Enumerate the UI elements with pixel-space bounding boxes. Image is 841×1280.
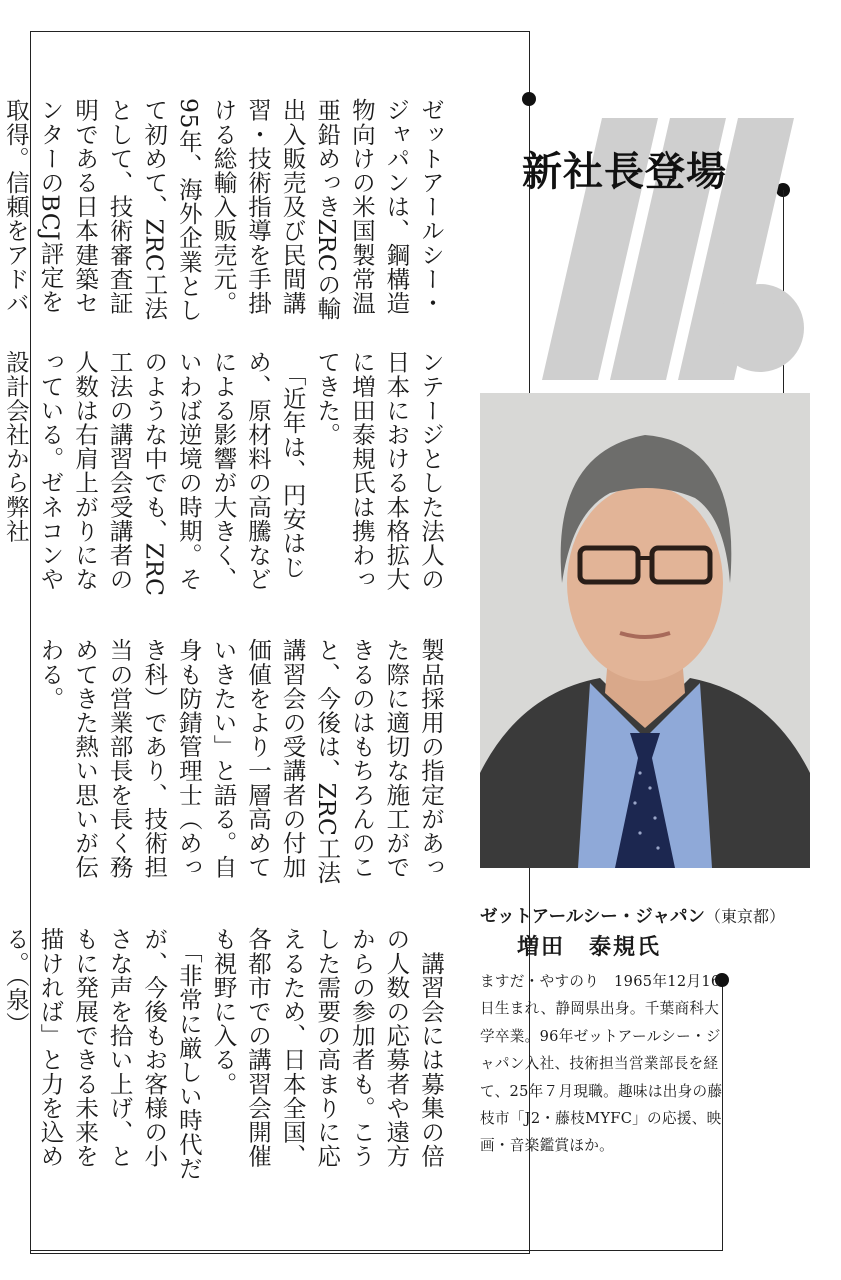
portrait-photo	[480, 393, 810, 868]
body-text-block-1: ゼットアールシー・ジャパンは、鋼構造物向けの米国製常温亜鉛めっきZRCの輸出入販売及び民間講習・技術指導を手掛ける総輸入販売元。95年、海外企業として初めて、ZRC工法として、技術審査証明である日本建築センターのBCJ評定を取得。信頼をアドバ	[1, 98, 445, 322]
president-name: 増田 泰規氏	[517, 935, 662, 960]
profile-text: ますだ・やすのり 1965年12月16日生まれ、静岡県出身。千葉商科大学卒業。96年ゼットアールシー・ジャパン入社、技術担当営業部長を経て、25年７月現職。趣味は出身の藤枝市「J2・藤枝MYFC」の応援、映画・音楽鑑賞ほか。	[480, 973, 723, 1155]
company-caption	[480, 903, 785, 928]
portrait-illustration	[480, 393, 810, 868]
body-text-block-2: ンテージとした法人の日本における本格拡大に増田泰規氏は携わってきた。 「近年は、円安はじめ、原材料の高騰などによる影響が大きく、いわば逆境の時期。そのような中でも、ZRC工法の講習会受講者の人数は右肩上がりになっている。ゼネコンや設計会社から弊社	[1, 350, 445, 597]
article-frame-bottom	[30, 1250, 722, 1251]
frame-marker-dot-top	[522, 92, 536, 106]
body-text-block-3: 製品採用の指定があった際に適切な施工ができるのはもちろんのこと、今後は、ZRC工法講習会の受講者の付加価値をより一層高めていきたい」と語る。自身も防錆管理士（めっき科）であり、技術担当の営業部長を長く務めてきた熱い思いが伝わる。	[36, 638, 445, 885]
company-name: ゼットアールシー・ジャパン	[480, 907, 705, 927]
body-text-block-4: 講習会には募集の倍の人数の応募者や遠方からの参加者も。こうした需要の高まりに応えるため、日本全国、各都市での講習会開催も視野に入る。 「非常に厳しい時代だが、今後もお客様の小さな声を拾い上げ、ともに発展できる未来を描ければ」と力を込める。（泉）	[1, 927, 445, 1181]
section-title: 新社長登場	[522, 149, 727, 195]
company-location: （東京都）	[704, 907, 785, 926]
